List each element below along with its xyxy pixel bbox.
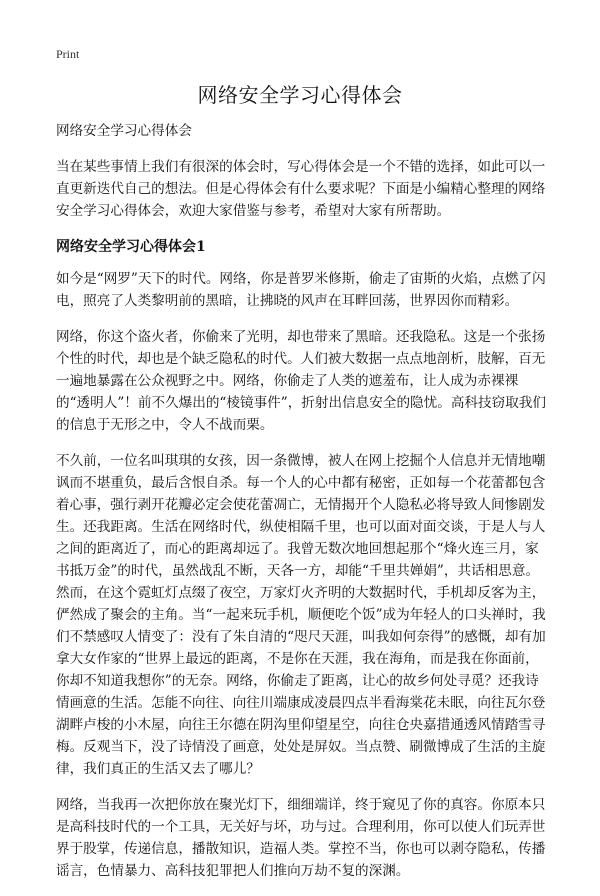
section-heading: 网络安全学习心得体会1 bbox=[56, 239, 206, 255]
intro-paragraph: 当在某些事情上我们有很深的体会时，写心得体会是一个不错的选择，如此可以一直更新迭代自己的想法。但是心得体会有什么要求呢？下面是小编精心整理的网络安全学习心得体会，欢迎大家借鉴与参考，希望对大家有所帮助。 bbox=[56, 159, 546, 219]
body-paragraph: 不久前，一位名叫琪琪的女孩，因一条微博，被人在网上挖掘个人信息并无情地嘲讽而不堪重负，最后含恨自杀。每一个人的心中都有秘密，正如每一个花蕾都包含着心事，强行剥开花瓣必定会使花蕾凋亡，无情揭开个人隐私必将导致人间惨剧发生。还我距离。生活在网络时代，纵使相隔千里，也可以面对面交谈，于是人与人之间的距离近了，而心的距离却远了。我曾无数次地回想起那个“烽火连三月，家书抵万金”的时代，虽然战乱不断，天各一方，却能“千里共婵娟”，共话相思意。然而，在这个霓虹灯点缀了夜空，万家灯火齐明的大数据时代，手机却反客为主，俨然成了聚会的主角。当“一起来玩手机，顺便吃个饭”成为年轻人的口头禅时，我们不禁感叹人情变了：没有了朱自清的“咫尺天涯，叫我如何奈得”的感慨，却有加拿大女作家的“世界上最远的距离，不是你在天涯，我在海角，而是我在你面前，你却不知道我想你”的无奈。网络，你偷走了距离，让心的故乡何处寻觅？还我诗情画意的生活。怎能不向往、向往川端康成凌晨四点半看海棠花未眠，向往瓦尔登湖畔卢梭的小木屋，向往王尔德在阴沟里仰望星空，向往仓央嘉措通透风情踏雪寻梅。反观当下，没了诗情没了画意，处处是屏奴。当点赞、刷微博成了生活的主旋律，我们真正的生活又去了哪儿？ bbox=[56, 453, 546, 777]
article-subtitle: 网络安全学习心得体会 bbox=[56, 123, 192, 139]
body-paragraph: 如今是“网罗”天下的时代。网络，你是普罗米修斯，偷走了宙斯的火焰，点燃了闪电，照亮了人类黎明前的黑暗，让拂晓的风声在耳畔回荡，世界因你而精彩。 bbox=[56, 271, 546, 309]
body-paragraph: 网络，当我再一次把你放在聚光灯下，细细端详，终于窥见了你的真容。你原本只是高科技时代的一个工具，无关好与坏，功与过。合理利用，你可以使人们玩弄世界于股掌，传递信息，播散知识，造福人类。掌控不当，你也可以剥夺隐私，传播谣言，色情暴力、高科技犯罪把人们推向万劫不复的深渊。 bbox=[56, 797, 546, 879]
page-title: 网络安全学习心得体会 bbox=[197, 83, 403, 107]
body-paragraph: 网络，你这个盗火者，你偷来了光明，却也带来了黑暗。还我隐私。这是一个张扬个性的时代，却也是个缺乏隐私的时代。人们被大数据一点点地剖析，肢解，百无一遍地暴露在公众视野之中。网络，你偷走了人类的遮羞布，让人成为赤裸裸的“透明人”！前不久爆出的“棱镜事件”，折射出信息安全的隐忧。高科技窃取我们的信息于无形之中，令人不战而栗。 bbox=[56, 329, 546, 433]
print-link[interactable]: Print bbox=[56, 47, 80, 61]
article-body bbox=[56, 120, 546, 896]
